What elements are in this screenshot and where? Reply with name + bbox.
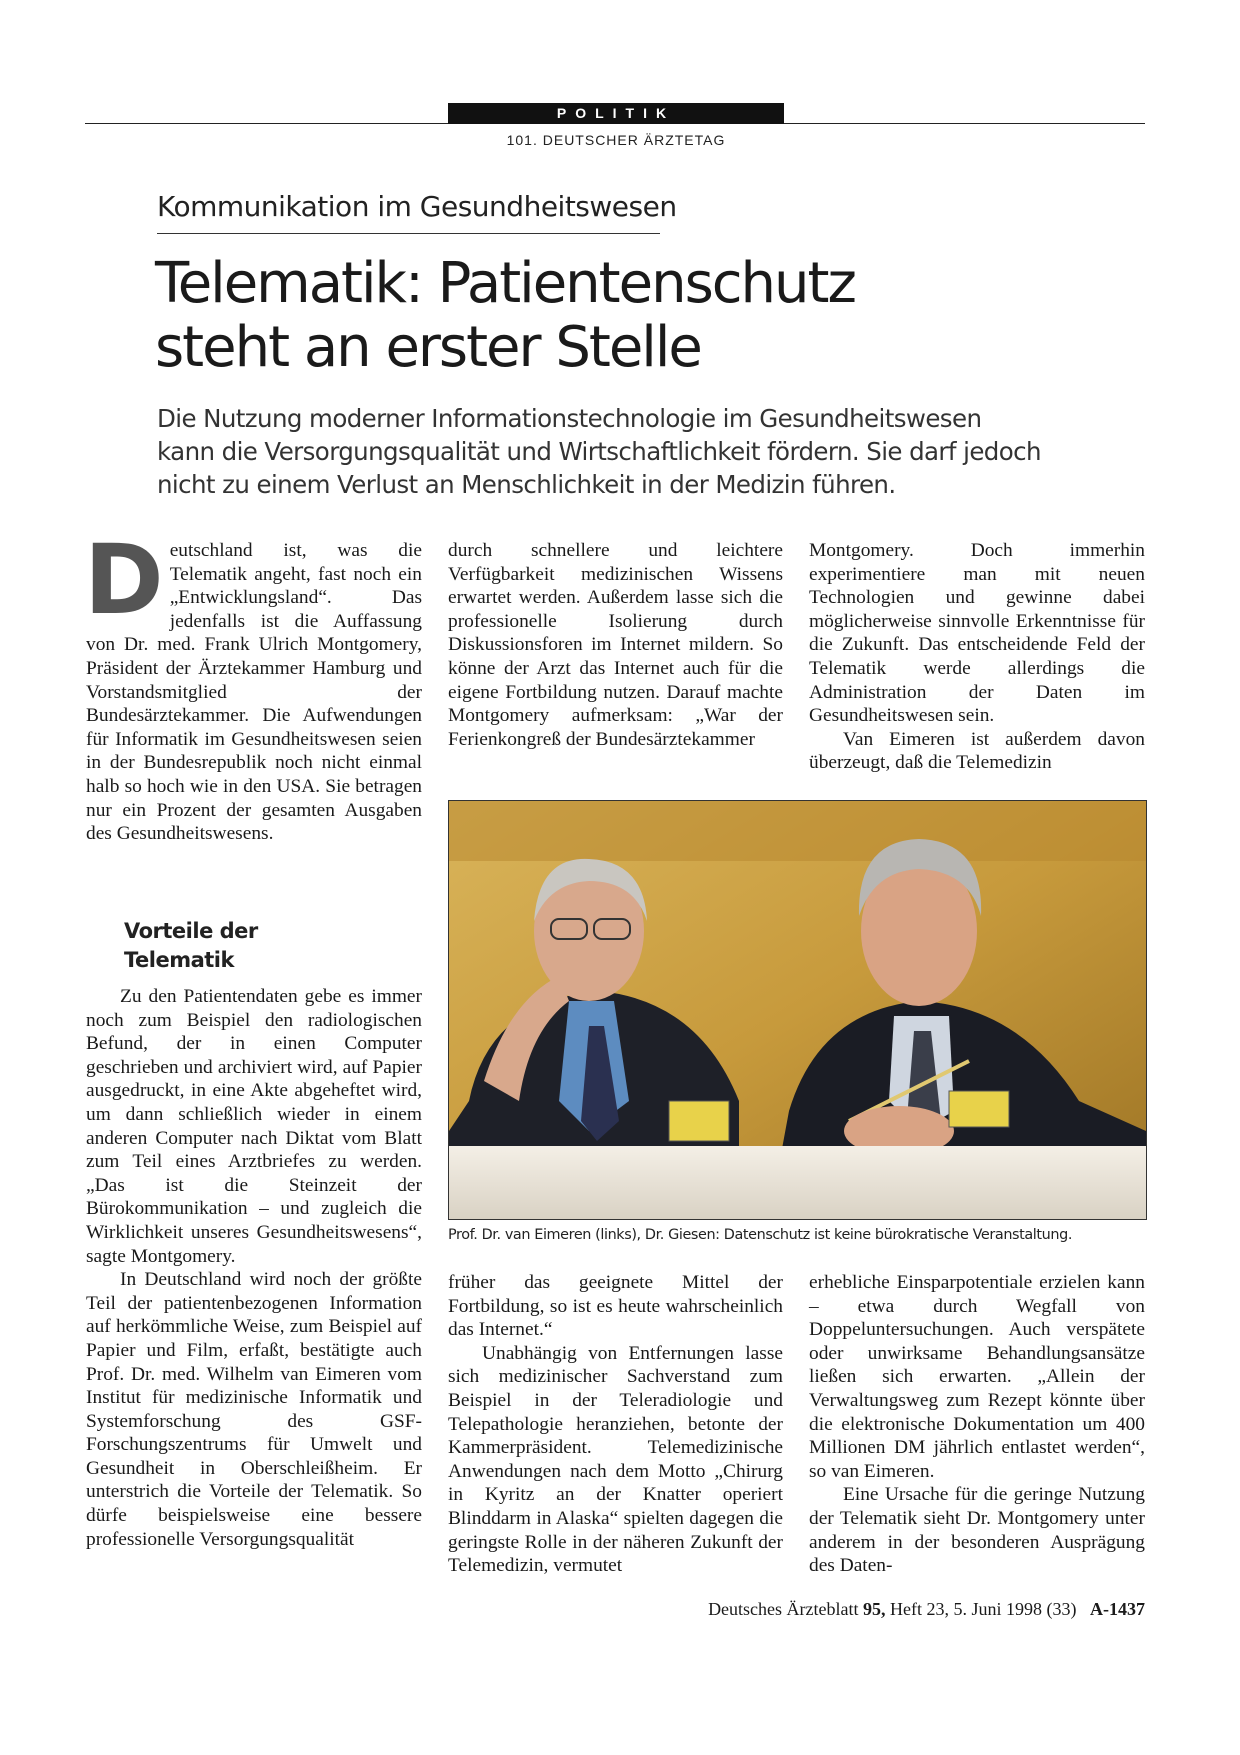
lead-line: nicht zu einem Verlust an Menschlichkeit in der Medizin führen. [157,470,896,499]
column-2-top [448,539,783,784]
kicker-rule [157,233,660,234]
body-paragraph: eutschland ist, was die Telematik angeht, fast noch ein „Entwicklungsland“. Das jedenfalls ist die Auffassung von Dr. med. Frank Ulrich Montgomery, Präsident der Ärztekammer Hamburg und Vorstandsmitglied der Bundesärztekammer. Die Aufwendungen für Informatik im Gesundheitswesen seien in der Bundesrepublik noch nicht einmal halb so hoch wie in den USA. Sie betragen nur ein Prozent der gesamten Ausgaben des Gesundheitswesens. [86,540,422,845]
section-label: POLITIK [448,103,784,124]
drop-cap: D [84,524,164,636]
column-1-bottom [86,985,422,1585]
body-paragraph: Unabhängig von Entfernungen lasse sich medizinischer Sachverstand zum Beispiel in der Teleradiologie und Telepathologie heranziehen, betonte der Kammerpräsident. Telemedizinische Anwendungen nach dem Motto „Chirurg in Kyritz an der Knatter operiert Blinddarm in Alaska“ spielten dagegen die geringste Rolle in der näheren Zukunft der Telemedizin, vermutet [448,1342,783,1577]
headline [155,252,1055,380]
subheading-line: Vorteile der [124,919,258,943]
headline-line: Telematik: Patientenschutz [155,251,855,316]
column-3-top [809,539,1145,784]
body-paragraph: In Deutschland wird noch der größte Teil der patientenbezogenen Information auf herkömmliche Weise, zum Beispiel auf Papier und Film, erfaßt, bestätigte auch Prof. Dr. med. Wilhelm van Eimeren vom Institut für medizinische Informatik und Systemforschung des GSF-Forschungszentrums für Umwelt und Gesundheit in Oberschleißheim. Er unterstrich die Vorteile der Telematik. So dürfe beispielsweise eine bessere professionelle Versorgungsqualität [86,1269,422,1550]
page-footer [708,1599,1145,1620]
photo-illustration [449,801,1146,1219]
lead-paragraph [157,402,1117,501]
column-2-bottom [448,1271,783,1591]
photo-caption: Prof. Dr. van Eimeren (links), Dr. Giesen: Datenschutz ist keine bürokratische Veranstaltung. [448,1227,1072,1243]
body-paragraph: durch schnellere und leichtere Verfügbarkeit medizinischen Wissens erwartet werden. Außerdem lasse sich die professionelle Isolierung durch Diskussionsforen im Internet mildern. So könne der Arzt das Internet auch für die eigene Fortbildung nutzen. Darauf machte Montgomery aufmerksam: „War der Ferienkongreß der Bundesärztekammer [448,540,783,750]
journal-name: Deutsches Ärzteblatt [708,1599,859,1619]
body-paragraph: Eine Ursache für die geringe Nutzung der Telematik sieht Dr. Montgomery unter anderem in der besonderen Ausprägung des Daten- [809,1484,1145,1577]
subheading-line: Telematik [124,948,234,972]
lead-line: Die Nutzung moderner Informationstechnologie im Gesundheitswesen [157,404,982,433]
article-photo [448,800,1147,1220]
issue-date: Heft 23, 5. Juni 1998 (33) [890,1599,1077,1619]
column-3-bottom [809,1271,1145,1591]
body-paragraph: Van Eimeren ist außerdem davon überzeugt, daß die Telemedizin [809,728,1145,774]
column-1-top [84,524,422,869]
body-paragraph: Zu den Patientendaten gebe es immer noch zum Beispiel den radiologischen Befund, der in einen Computer geschrieben und archiviert wird, auf Papier ausgedruckt, in eine Akte abgeheftet wird, um dann schließlich wieder in einem anderen Computer nach Diktat vom Blatt zum Teil eines Arztbriefes zu werden. „Das ist die Steinzeit der Bürokommunikation – und zugleich die Wirklichkeit unseres Gesundheitswesens“, sagte Montgomery. [86,986,422,1267]
subheading [124,917,364,975]
body-paragraph: früher das geeignete Mittel der Fortbildung, so ist es heute wahrscheinlich das Internet.“ [448,1272,783,1341]
lead-line: kann die Versorgungsqualität und Wirtschaftlichkeit fördern. Sie darf jedoch [157,437,1041,466]
body-paragraph: Montgomery. Doch immerhin experimentiere man mit neuen Technologien und gewinne dabei möglicherweise sinnvolle Erkenntnisse für die Zukunft. Das entscheidende Feld der Telematik werde allerdings die Administration der Daten im Gesundheitswesen sein. [809,540,1145,727]
volume-number: 95, [863,1599,886,1619]
page-number: A-1437 [1090,1599,1145,1619]
body-paragraph: erhebliche Einsparpotentiale erzielen kann – etwa durch Wegfall von Doppeluntersuchungen. Auch verspätete oder unwirksame Behandlungsansätze ließen sich erwarten. „Allein der Verwaltungsweg zum Rezept könnte über die elektronische Dokumentation um 400 Millionen DM jährlich entlastet werden“, so van Eimeren. [809,1272,1145,1482]
kicker: Kommunikation im Gesundheitswesen [157,190,677,223]
headline-line: steht an erster Stelle [155,315,701,380]
subsection-label: 101. DEUTSCHER ÄRZTETAG [506,132,726,148]
